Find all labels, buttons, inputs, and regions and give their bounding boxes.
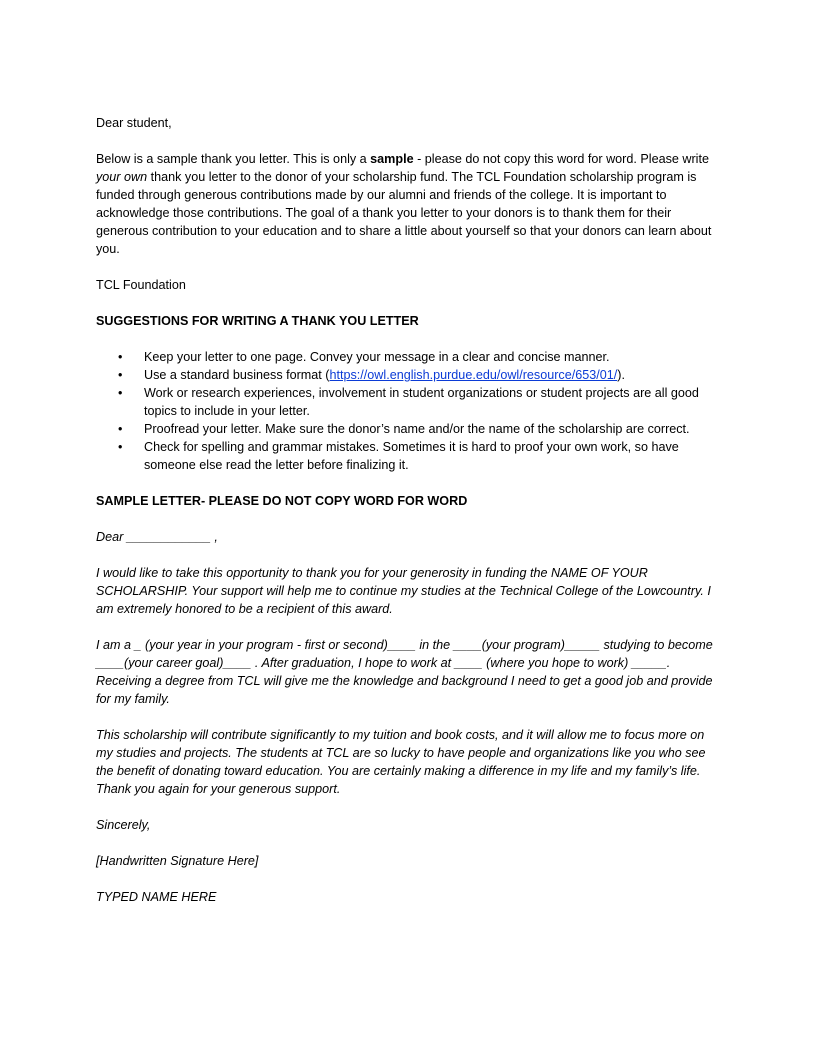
- suggestion-item: [96, 348, 720, 366]
- letter-greeting: Dear ____________ ,: [96, 530, 218, 544]
- your-own-emphasis: your own: [96, 170, 148, 184]
- suggestion-text: Proofread your letter. Make sure the donor’s name and/or the name of the scholarship are correct.: [144, 422, 690, 436]
- intro-text-part1: Below is a sample thank you letter. This is only a: [96, 152, 371, 166]
- sample-emphasis: sample: [370, 152, 414, 166]
- suggestion-item: [96, 384, 720, 420]
- suggestion-text-before-link: Use a standard business format (: [144, 368, 330, 382]
- suggestion-item: [96, 366, 720, 384]
- sample-letter: [96, 528, 720, 906]
- suggestion-text: Keep your letter to one page. Convey your message in a clear and concise manner.: [144, 350, 610, 364]
- bullet-icon: •: [118, 368, 123, 382]
- suggestion-item: [96, 438, 720, 474]
- intro-signoff: TCL Foundation: [96, 278, 186, 292]
- letter-paragraph-3: This scholarship will contribute significantly to my tuition and book costs, and it will allow me to focus more on my studies and projects. The students at TCL are so lucky to have people and organizations like you who see the benefit of donating toward education. You are certainly making a difference in my life and my family’s life. Thank you again for your generous support.: [96, 728, 706, 796]
- letter-typed-name: TYPED NAME HERE: [96, 890, 217, 904]
- letter-closing: Sincerely,: [96, 818, 151, 832]
- bullet-icon: •: [118, 386, 123, 400]
- letter-signature-placeholder: [Handwritten Signature Here]: [96, 854, 259, 868]
- suggestions-list: [96, 348, 720, 474]
- bullet-icon: •: [118, 422, 123, 436]
- bullet-icon: •: [118, 440, 123, 454]
- letter-paragraph-2: I am a _ (your year in your program - first or second)____ in the ____(your program)_____ studying to become ____(your career goal)____ . After graduation, I hope to work at ____ (where you hope to work) _____. Receiving a degree from TCL will give me the knowledge and background I need to get a good job and provide for my family.: [96, 638, 713, 706]
- suggestion-text: Check for spelling and grammar mistakes. Sometimes it is hard to proof your own work, so have someone else read the letter before finalizing it.: [144, 440, 679, 472]
- suggestions-heading: SUGGESTIONS FOR WRITING A THANK YOU LETTER: [96, 314, 419, 328]
- letter-paragraph-1: I would like to take this opportunity to thank you for your generosity in funding the NAME OF YOUR SCHOLARSHIP. Your support will help me to continue my studies at the Technical College of the Lowcountry. I am extremely honored to be a recipient of this award.: [96, 566, 711, 616]
- suggestion-text-after-link: ).: [617, 368, 625, 382]
- sample-letter-heading: SAMPLE LETTER- PLEASE DO NOT COPY WORD FOR WORD: [96, 494, 468, 508]
- intro-text-part2: - please do not copy this word for word. Please write: [413, 152, 709, 166]
- suggestion-text: Work or research experiences, involvement in student organizations or student projects are all good topics to include in your letter.: [144, 386, 699, 418]
- purdue-owl-link[interactable]: https://owl.english.purdue.edu/owl/resource/653/01/: [329, 368, 618, 382]
- intro-paragraph: [96, 150, 720, 258]
- intro-salutation: Dear student,: [96, 116, 172, 130]
- bullet-icon: •: [118, 350, 123, 364]
- intro-text-part3: thank you letter to the donor of your scholarship fund. The TCL Foundation scholarship program is funded through generous contributions made by our alumni and friends of the college. It is important to acknowledge those contributions. The goal of a thank you letter to your donors is to thank them for their generous contribution to your education and to share a little about yourself so that your donors can learn about you.: [96, 170, 712, 256]
- suggestion-item: [96, 420, 720, 438]
